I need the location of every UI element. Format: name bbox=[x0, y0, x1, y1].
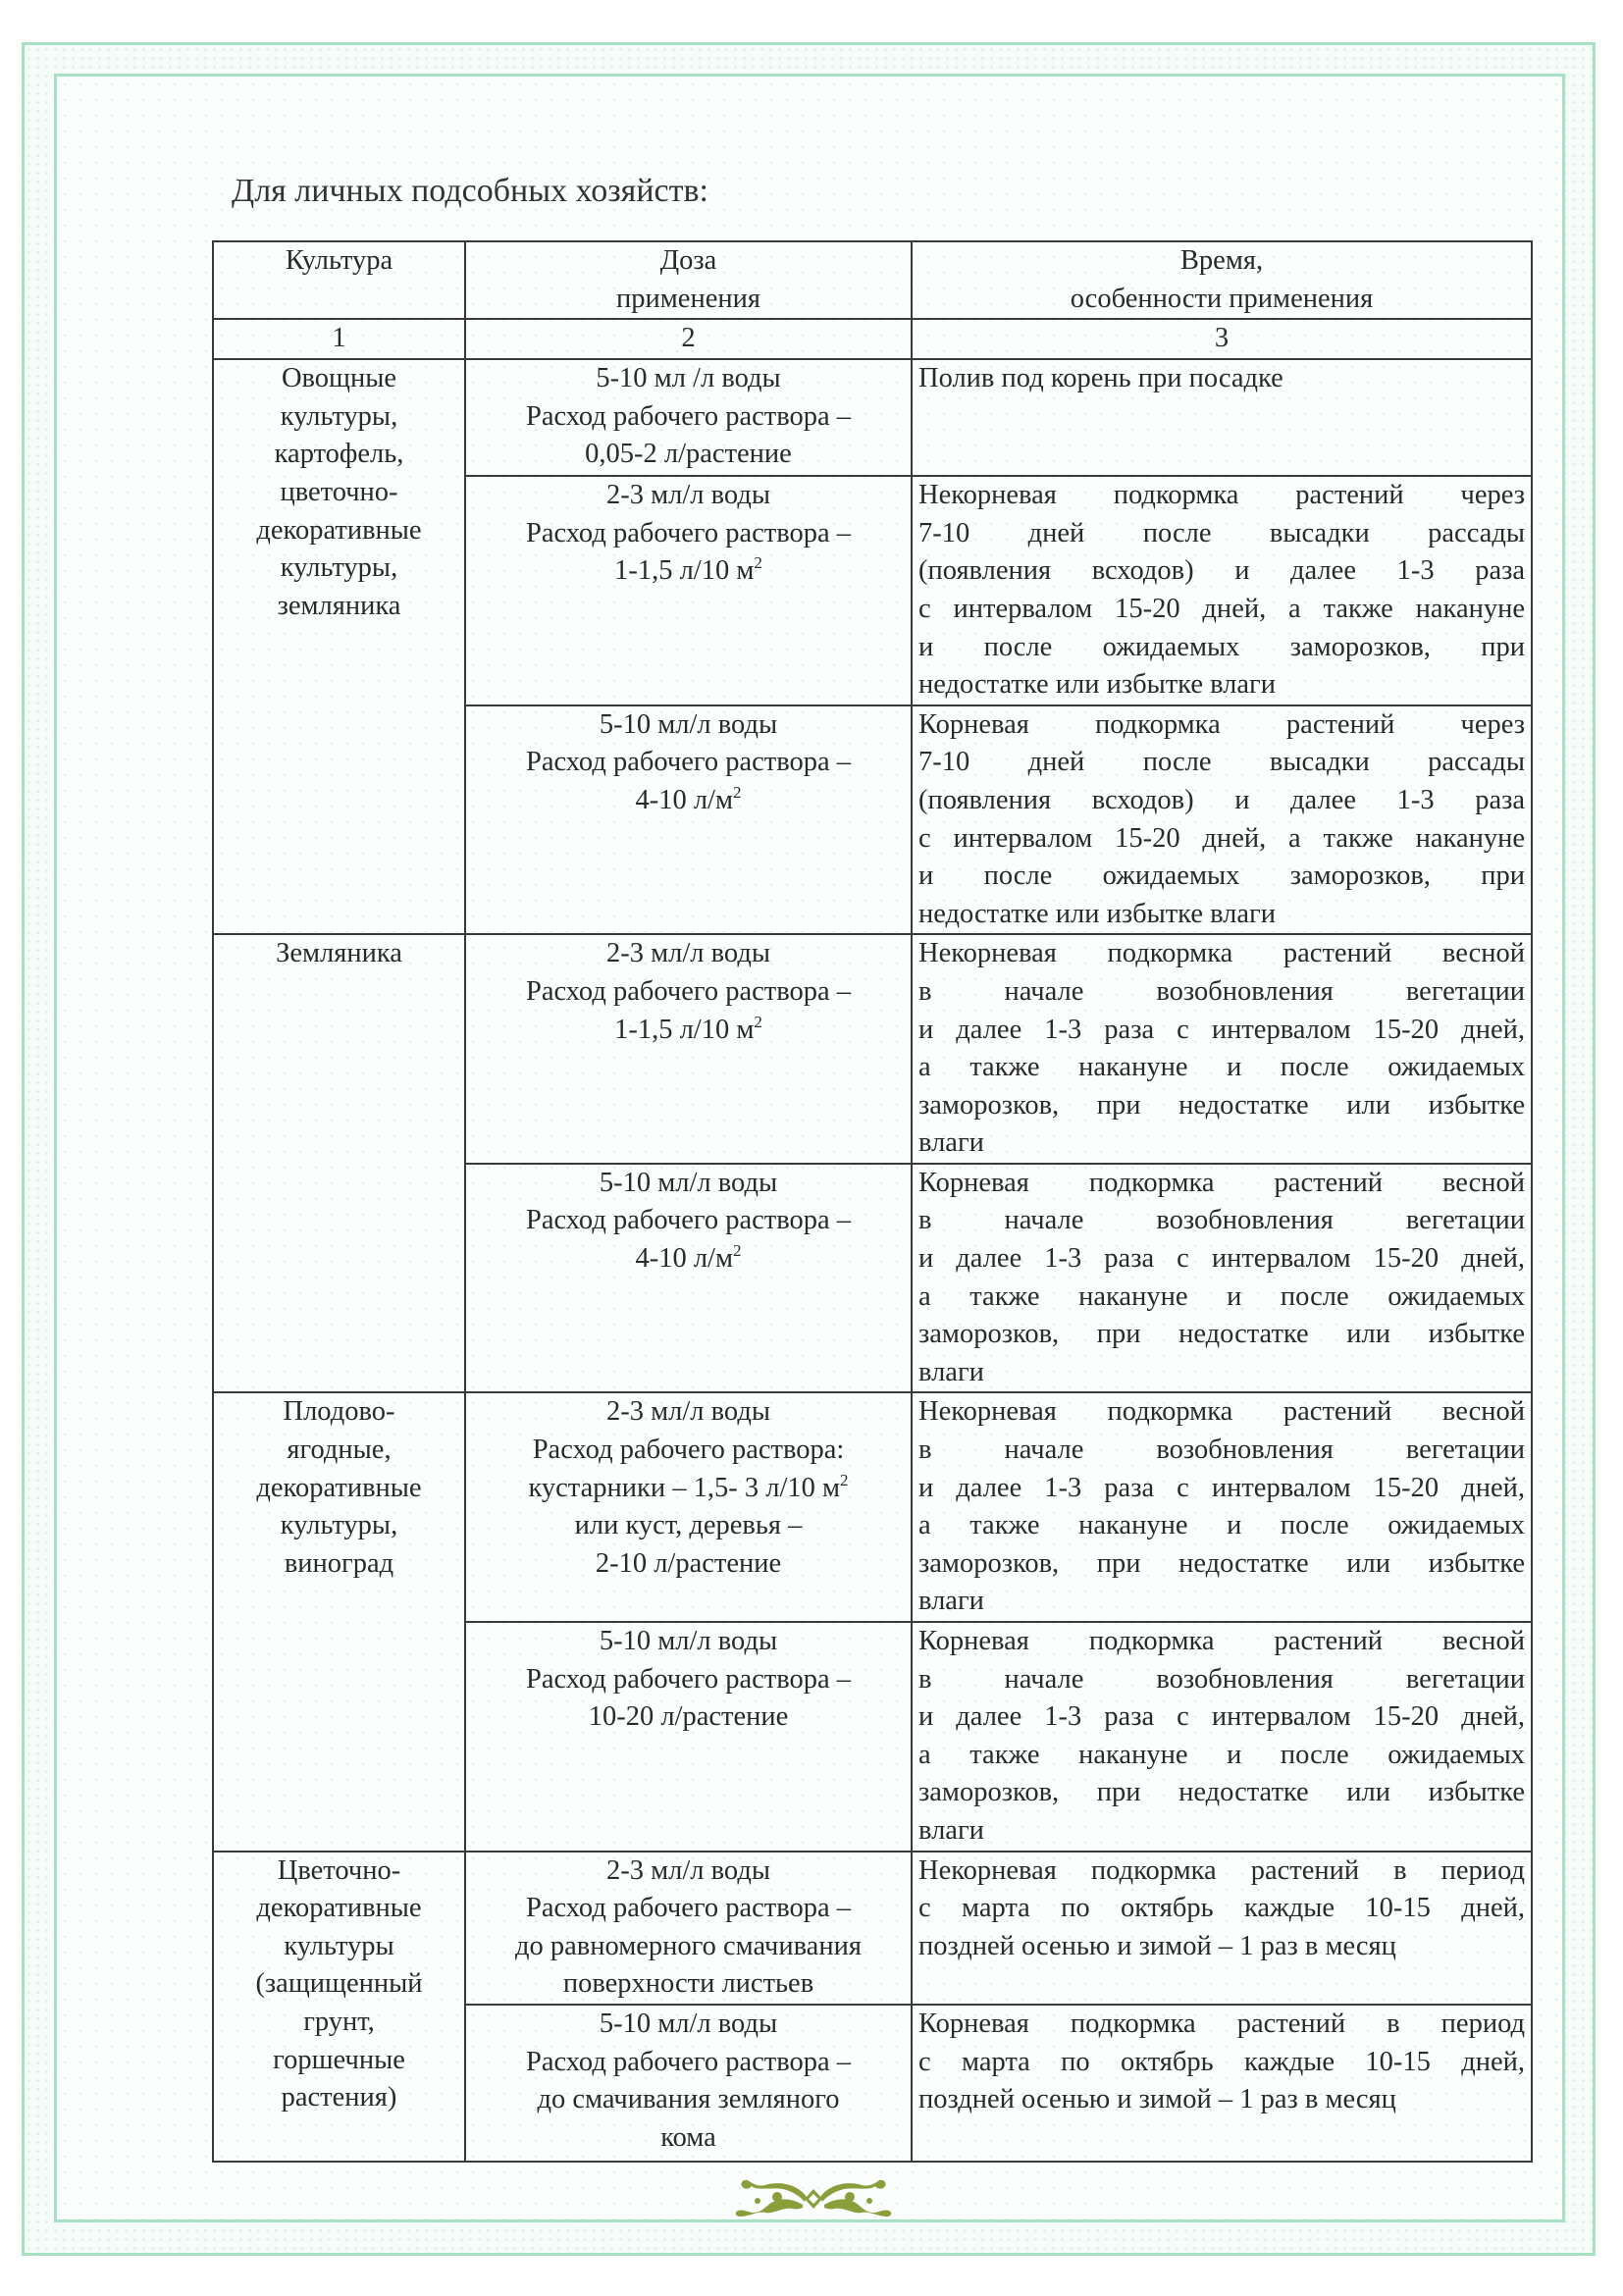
dose-line bbox=[472, 2006, 905, 2044]
dose-line bbox=[472, 1965, 905, 2004]
column-number-3: 3 bbox=[912, 319, 1532, 359]
dose-text: 5-10 мл/л воды bbox=[599, 1626, 778, 1656]
dose-text: Расход рабочего раствора – bbox=[525, 975, 852, 1007]
unit-superscript: 2 bbox=[733, 1241, 742, 1261]
dose-text: 2-3 мл/л воды bbox=[606, 938, 770, 969]
dose-line bbox=[472, 1545, 905, 1584]
table-row bbox=[213, 359, 1532, 476]
header-timing bbox=[912, 241, 1532, 319]
culture-line: виноград bbox=[284, 1547, 394, 1579]
dose-line bbox=[472, 782, 905, 820]
dose-text: Расход рабочего раствора – bbox=[525, 1893, 852, 1924]
timing-line: Некорневая подкормка растений через bbox=[918, 480, 1525, 511]
culture-line: культуры, bbox=[280, 400, 398, 432]
dose-text: или куст, деревья – bbox=[574, 1510, 803, 1541]
dose-line bbox=[472, 1470, 905, 1508]
dose-text: Расход рабочего раствора – bbox=[525, 517, 852, 548]
culture-line: декоративные bbox=[256, 514, 422, 546]
timing-line: а также накануне и после ожидаемых bbox=[918, 1739, 1525, 1770]
dose-cell bbox=[465, 1622, 912, 1852]
timing-line: и после ожидаемых заморозков, при bbox=[918, 861, 1525, 892]
timing-line: недостатке или избытке влаги bbox=[918, 898, 1276, 929]
timing-line: и после ожидаемых заморозков, при bbox=[918, 631, 1525, 662]
culture-line: цветочно- bbox=[280, 476, 398, 507]
culture-line: культуры bbox=[284, 1930, 394, 1961]
culture-line: декоративные bbox=[256, 1472, 422, 1503]
timing-line: Полив под корень при посадке bbox=[918, 363, 1283, 394]
timing-line: (появления всходов) и далее 1-3 раза bbox=[918, 784, 1525, 815]
culture-line: ягодные, bbox=[287, 1435, 392, 1466]
culture-line: грунт, bbox=[303, 2006, 375, 2037]
timing-line: Некорневая подкормка растений в период bbox=[918, 1854, 1525, 1886]
dose-line bbox=[472, 398, 905, 437]
dose-line bbox=[472, 515, 905, 553]
unit-superscript: 2 bbox=[754, 553, 762, 573]
decorative-ornament-icon bbox=[728, 2175, 900, 2219]
dose-text: поверхности листьев bbox=[562, 1968, 814, 2000]
dose-line bbox=[472, 477, 905, 515]
timing-line: Корневая подкормка растений весной bbox=[918, 1167, 1525, 1198]
column-number-row bbox=[213, 319, 1532, 359]
dose-cell bbox=[465, 476, 912, 705]
dose-text: кустарники – 1,5- 3 л/10 м bbox=[528, 1472, 841, 1503]
dose-text: 5-10 мл /л воды bbox=[596, 363, 781, 394]
timing-line: а также накануне и после ожидаемых bbox=[918, 1280, 1525, 1312]
timing-line: поздней осенью и зимой – 1 раз в месяц bbox=[918, 2084, 1396, 2115]
column-number-1: 1 bbox=[213, 319, 465, 359]
timing-line: в начале возобновления вегетации bbox=[918, 1663, 1525, 1695]
dose-text: Расход рабочего раствора – bbox=[525, 1205, 852, 1236]
timing-line: в начале возобновления вегетации bbox=[918, 975, 1525, 1007]
timing-line: и далее 1-3 раза с интервалом 15-20 дней, bbox=[918, 1472, 1525, 1503]
header-row bbox=[213, 241, 1532, 319]
culture-line: горшечные bbox=[273, 2044, 405, 2075]
dose-text: 2-10 л/растение bbox=[595, 1547, 782, 1579]
timing-line: 7-10 дней после высадки рассады bbox=[918, 747, 1525, 778]
dose-line bbox=[472, 552, 905, 591]
culture-line: Овощные bbox=[281, 363, 397, 394]
timing-line: Некорневая подкормка растений весной bbox=[918, 1396, 1525, 1428]
dose-text: 1-1,5 л/10 м bbox=[614, 555, 755, 587]
application-table bbox=[212, 240, 1533, 2163]
timing-cell bbox=[912, 1392, 1532, 1622]
dose-line bbox=[472, 1928, 905, 1966]
timing-line: заморозков, при недостатке или избытке bbox=[918, 1777, 1525, 1808]
timing-line: влаги bbox=[918, 1814, 984, 1846]
dose-text: 1-1,5 л/10 м bbox=[614, 1014, 755, 1045]
culture-line: земляника bbox=[277, 590, 401, 621]
dose-line bbox=[472, 973, 905, 1012]
culture-cell bbox=[213, 934, 465, 1392]
section-title: Для личных подсобных хозяйств: bbox=[232, 173, 708, 209]
dose-cell bbox=[465, 2005, 912, 2162]
timing-line: Некорневая подкормка растений весной bbox=[918, 938, 1525, 969]
culture-line: картофель, bbox=[274, 439, 404, 470]
dose-cell bbox=[465, 705, 912, 935]
dose-line bbox=[472, 1202, 905, 1240]
culture-line: растения) bbox=[281, 2082, 397, 2113]
dose-line bbox=[472, 1852, 905, 1891]
timing-line: с интервалом 15-20 дней, а также накануне bbox=[918, 822, 1525, 854]
dose-text: Расход рабочего раствора: bbox=[532, 1435, 845, 1466]
timing-line: (появления всходов) и далее 1-3 раза bbox=[918, 555, 1525, 587]
timing-line: и далее 1-3 раза с интервалом 15-20 дней, bbox=[918, 1014, 1525, 1045]
timing-line: заморозков, при недостатке или избытке bbox=[918, 1089, 1525, 1121]
timing-cell bbox=[912, 934, 1532, 1164]
unit-superscript: 2 bbox=[754, 1012, 762, 1031]
culture-line: (защищенный bbox=[255, 1968, 423, 2000]
dose-text: кома bbox=[660, 2121, 716, 2153]
timing-line: заморозков, при недостатке или избытке bbox=[918, 1547, 1525, 1579]
timing-line: влаги bbox=[918, 1586, 984, 1617]
dose-text: Расход рабочего раствора – bbox=[525, 2046, 852, 2077]
dose-line bbox=[472, 1240, 905, 1278]
table-row bbox=[213, 1392, 1532, 1622]
dose-line bbox=[472, 1623, 905, 1661]
timing-line: с марта по октябрь каждые 10-15 дней, bbox=[918, 1893, 1525, 1924]
culture-line: Земляника bbox=[276, 938, 402, 969]
timing-line: а также накануне и после ожидаемых bbox=[918, 1052, 1525, 1083]
culture-cell bbox=[213, 1392, 465, 1851]
dose-line bbox=[472, 1165, 905, 1203]
dose-text: 2-3 мл/л воды bbox=[606, 1854, 770, 1886]
dose-text: 5-10 мл/л воды bbox=[599, 2008, 778, 2039]
timing-line: и далее 1-3 раза с интервалом 15-20 дней, bbox=[918, 1243, 1525, 1275]
dose-cell bbox=[465, 934, 912, 1164]
dose-line bbox=[472, 1012, 905, 1050]
dose-line bbox=[472, 2044, 905, 2082]
column-number-2: 2 bbox=[465, 319, 912, 359]
timing-cell bbox=[912, 2005, 1532, 2162]
dose-cell bbox=[465, 1392, 912, 1622]
timing-line: недостатке или избытке влаги bbox=[918, 669, 1276, 701]
dose-line bbox=[472, 1698, 905, 1737]
header-culture bbox=[213, 241, 465, 319]
dose-line bbox=[472, 1393, 905, 1432]
timing-cell bbox=[912, 1852, 1532, 2005]
dose-text: до равномерного смачивания bbox=[515, 1930, 862, 1961]
timing-line: влаги bbox=[918, 1127, 984, 1159]
dose-line bbox=[472, 935, 905, 973]
dose-cell bbox=[465, 359, 912, 476]
dose-text: 5-10 мл/л воды bbox=[599, 1167, 778, 1198]
timing-line: и далее 1-3 раза с интервалом 15-20 дней, bbox=[918, 1701, 1525, 1733]
header-dose-text: Доза применения bbox=[616, 245, 760, 314]
dose-line bbox=[472, 744, 905, 782]
dose-line bbox=[472, 436, 905, 474]
dose-text: 10-20 л/растение bbox=[588, 1701, 789, 1733]
culture-cell bbox=[213, 359, 465, 934]
header-culture-text: Культура bbox=[285, 245, 393, 276]
culture-line: Цветочно- bbox=[277, 1854, 401, 1886]
header-timing-text: Время, особенности применения bbox=[1070, 245, 1374, 314]
dose-line bbox=[472, 1507, 905, 1545]
timing-cell bbox=[912, 476, 1532, 705]
timing-line: с интервалом 15-20 дней, а также накануне bbox=[918, 593, 1525, 624]
timing-line: в начале возобновления вегетации bbox=[918, 1435, 1525, 1466]
dose-text: 5-10 мл/л воды bbox=[599, 708, 778, 740]
timing-line: 7-10 дней после высадки рассады bbox=[918, 517, 1525, 548]
dose-text: 4-10 л/м bbox=[635, 1243, 734, 1275]
timing-line: заморозков, при недостатке или избытке bbox=[918, 1319, 1525, 1350]
table-row bbox=[213, 1852, 1532, 2005]
dose-text: Расход рабочего раствора – bbox=[525, 747, 852, 778]
dose-text: 0,05-2 л/растение bbox=[585, 439, 792, 470]
timing-line: а также накануне и после ожидаемых bbox=[918, 1510, 1525, 1541]
dose-line bbox=[472, 2119, 905, 2158]
culture-line: Плодово- bbox=[283, 1396, 395, 1428]
dose-cell bbox=[465, 1164, 912, 1393]
table-row bbox=[213, 934, 1532, 1164]
culture-line: культуры, bbox=[280, 552, 398, 584]
timing-cell bbox=[912, 1622, 1532, 1852]
timing-cell bbox=[912, 359, 1532, 476]
unit-superscript: 2 bbox=[733, 782, 742, 802]
timing-line: поздней осенью и зимой – 1 раз в месяц bbox=[918, 1930, 1396, 1961]
dose-line bbox=[472, 1432, 905, 1470]
culture-line: культуры, bbox=[280, 1510, 398, 1541]
dose-text: 4-10 л/м bbox=[635, 784, 734, 815]
header-dose bbox=[465, 241, 912, 319]
culture-cell bbox=[213, 1852, 465, 2162]
dose-line bbox=[472, 2081, 905, 2119]
timing-line: Корневая подкормка растений весной bbox=[918, 1626, 1525, 1656]
dose-text: 2-3 мл/л воды bbox=[606, 1396, 770, 1428]
dose-line bbox=[472, 1661, 905, 1699]
dose-cell bbox=[465, 1852, 912, 2005]
unit-superscript: 2 bbox=[840, 1470, 849, 1489]
timing-line: Корневая подкормка растений через bbox=[918, 708, 1525, 740]
dose-line bbox=[472, 706, 905, 745]
timing-line: влаги bbox=[918, 1356, 984, 1387]
dose-text: до смачивания земляного bbox=[537, 2084, 840, 2115]
dose-line bbox=[472, 1890, 905, 1928]
timing-line: с марта по октябрь каждые 10-15 дней, bbox=[918, 2046, 1525, 2077]
culture-line: декоративные bbox=[256, 1893, 422, 1924]
dose-text: Расход рабочего раствора – bbox=[525, 400, 852, 432]
dose-text: 2-3 мл/л воды bbox=[606, 480, 770, 511]
timing-line: Корневая подкормка растений в период bbox=[918, 2008, 1525, 2039]
dose-text: Расход рабочего раствора – bbox=[525, 1663, 852, 1695]
dose-line bbox=[472, 360, 905, 398]
timing-cell bbox=[912, 1164, 1532, 1393]
timing-line: в начале возобновления вегетации bbox=[918, 1205, 1525, 1236]
timing-cell bbox=[912, 705, 1532, 935]
